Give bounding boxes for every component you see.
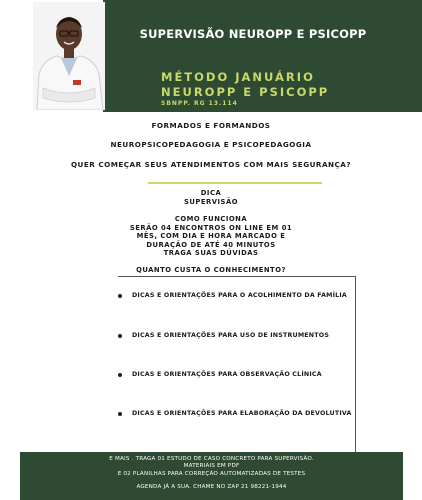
intro-line-3: QUER COMEÇAR SEUS ATENDIMENTOS COM MAIS SEGURANÇA?: [70, 160, 352, 169]
list-item-text: DICAS E ORIENTAÇÕES PARA USO DE INSTRUMENTOS: [132, 332, 330, 339]
footer-line-3: E 02 PLANILHAS PARA CORREÇÃO AUTOMATIZADAS DE TESTES: [117, 470, 306, 477]
list-item: [118, 410, 352, 417]
list-item: [118, 371, 322, 378]
how-line-2: MÊS, COM DIA E HORA MARCADO E: [136, 232, 286, 241]
footer-contact: AGENDA JÁ A SUA. CHAME NO ZAP 21 98221-1944: [136, 484, 287, 491]
method-line-2: NEUROPP E PSICOPP: [161, 85, 330, 99]
list-item-text: DICAS E ORIENTAÇÕES PARA OBSERVAÇÃO CLÍNICA: [132, 371, 322, 378]
list-item: [118, 332, 329, 339]
list-item: [118, 292, 347, 299]
method-line-1: MÉTODO JANUÁRIO: [161, 70, 315, 84]
main-title: SUPERVISÃO NEUROPP E PSICOPP: [139, 27, 367, 41]
timeline-top-rule: [118, 276, 356, 277]
timeline-vertical-rule: [355, 276, 356, 452]
how-title: COMO FUNCIONA: [174, 215, 248, 223]
method-title: [161, 70, 329, 100]
registration-number: SBNPP. RG 13.114: [161, 100, 238, 107]
how-line-4: TRAGA SUAS DÚVIDAS: [163, 249, 259, 258]
price-question: QUANTO CUSTA O CONHECIMENTO?: [136, 266, 286, 274]
header: [0, 0, 422, 112]
intro-line-1: FORMADOS E FORMANDOS: [151, 121, 271, 130]
bullet-dot-icon: [118, 334, 122, 338]
footer-line-2: MATERIAIS EM PDF: [183, 463, 240, 470]
offer-heading: [0, 189, 422, 206]
accent-divider: [148, 182, 322, 184]
presenter-photo: [33, 2, 105, 110]
list-item-text: DICAS E ORIENTAÇÕES PARA O ACOLHIMENTO DA FAMÍLIA: [132, 292, 347, 299]
how-line-3: DURAÇÃO DE ATÉ 40 MINUTOS: [146, 240, 276, 249]
bullet-dot-icon: [118, 373, 122, 377]
footer-line-1: E MAIS . TRAGA 01 ESTUDO DE CASO CONCRETO PARA SUPERVISÃO.: [109, 456, 314, 462]
footer: [20, 452, 403, 500]
list-item-text: DICAS E ORIENTAÇÕES PARA ELABORAÇÃO DA DEVOLUTIVA: [132, 410, 352, 417]
how-line-1: SERÃO 04 ENCONTROS ON LINE EM 01: [129, 223, 293, 232]
bullet-dot-icon: [118, 294, 122, 298]
bullet-dot-icon: [118, 412, 122, 416]
intro-line-2: NEUROPSICOPEDAGOGIA E PSICOPEDAGOGIA: [110, 140, 312, 149]
offer-line-dica: DICA: [200, 189, 222, 197]
presenter-photo-illustration: [33, 2, 105, 110]
offer-line-supervisao: SUPERVISÃO: [184, 197, 238, 206]
how-it-works: [0, 215, 422, 258]
